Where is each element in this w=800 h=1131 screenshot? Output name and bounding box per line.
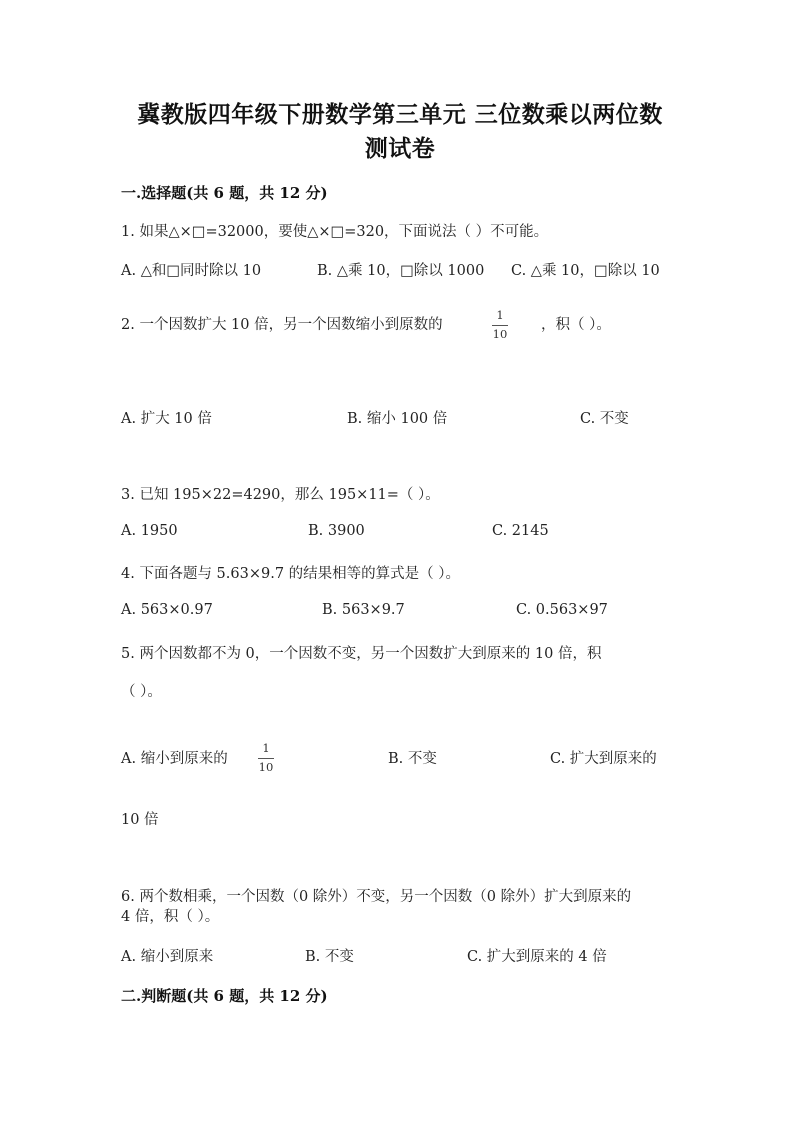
fraction-denominator: 10 bbox=[258, 759, 274, 774]
document-title-line1: 冀教版四年级下册数学第三单元 三位数乘以两位数 bbox=[137, 101, 663, 128]
document-title-line2: 测试卷 bbox=[364, 135, 436, 162]
question-5-option-c[interactable]: C. 扩大到原来的 bbox=[550, 751, 657, 767]
fraction-numerator: 1 bbox=[262, 741, 270, 755]
question-1-option-b[interactable]: B. △乘 10，□除以 1000 bbox=[317, 263, 485, 279]
question-6-option-c[interactable]: C. 扩大到原来的 4 倍 bbox=[467, 949, 607, 965]
question-2-option-b[interactable]: B. 缩小 100 倍 bbox=[347, 411, 448, 427]
question-3-stem: 3. 已知 195×22=4290，那么 195×11=（ ）。 bbox=[121, 487, 440, 503]
question-3-option-a[interactable]: A. 1950 bbox=[121, 523, 178, 539]
question-2-option-a[interactable]: A. 扩大 10 倍 bbox=[121, 411, 212, 427]
question-6-option-a[interactable]: A. 缩小到原来 bbox=[121, 949, 214, 965]
fraction-bar bbox=[492, 325, 508, 326]
section-heading-true-false: 二.判断题(共 6 题，共 12 分) bbox=[121, 987, 328, 1005]
question-4-option-c[interactable]: C. 0.563×97 bbox=[516, 602, 608, 618]
question-3-option-b[interactable]: B. 3900 bbox=[308, 523, 365, 539]
question-5-option-a[interactable]: A. 缩小到原来的 bbox=[121, 751, 228, 767]
question-1-option-c[interactable]: C. △乘 10，□除以 10 bbox=[511, 263, 660, 279]
question-5-option-b[interactable]: B. 不变 bbox=[388, 751, 437, 767]
question-6-option-b[interactable]: B. 不变 bbox=[305, 949, 354, 965]
question-1-option-a[interactable]: A. △和□同时除以 10 bbox=[121, 263, 262, 279]
question-5-stem-line2: （ ）。 bbox=[121, 684, 162, 700]
question-5-fraction bbox=[258, 743, 274, 773]
question-1-stem: 1. 如果△×□=32000，要使△×□=320，下面说法（ ）不可能。 bbox=[121, 224, 549, 240]
question-4-option-b[interactable]: B. 563×9.7 bbox=[322, 602, 405, 618]
question-2-option-c[interactable]: C. 不变 bbox=[580, 411, 629, 427]
question-4-option-a[interactable]: A. 563×0.97 bbox=[121, 602, 213, 618]
section-heading-choice: 一.选择题(共 6 题，共 12 分) bbox=[121, 184, 328, 202]
question-2-fraction bbox=[492, 310, 508, 340]
question-6-stem-line2: 4 倍，积（ ）。 bbox=[121, 909, 220, 925]
fraction-denominator: 10 bbox=[492, 326, 508, 341]
question-3-option-c[interactable]: C. 2145 bbox=[492, 523, 549, 539]
question-5-option-c-continued: 10 倍 bbox=[121, 812, 159, 828]
question-2-stem-before: 2. 一个因数扩大 10 倍，另一个因数缩小到原数的 bbox=[121, 317, 443, 333]
question-5-stem-line1: 5. 两个因数都不为 0，一个因数不变，另一个因数扩大到原来的 10 倍，积 bbox=[121, 646, 602, 662]
question-6-stem-line1: 6. 两个数相乘，一个因数（0 除外）不变，另一个因数（0 除外）扩大到原来的 bbox=[121, 889, 632, 905]
question-4-stem: 4. 下面各题与 5.63×9.7 的结果相等的算式是（ ）。 bbox=[121, 566, 461, 582]
question-2-stem-after: ，积（ ）。 bbox=[541, 317, 611, 333]
fraction-numerator: 1 bbox=[496, 308, 504, 322]
fraction-bar bbox=[258, 758, 274, 759]
